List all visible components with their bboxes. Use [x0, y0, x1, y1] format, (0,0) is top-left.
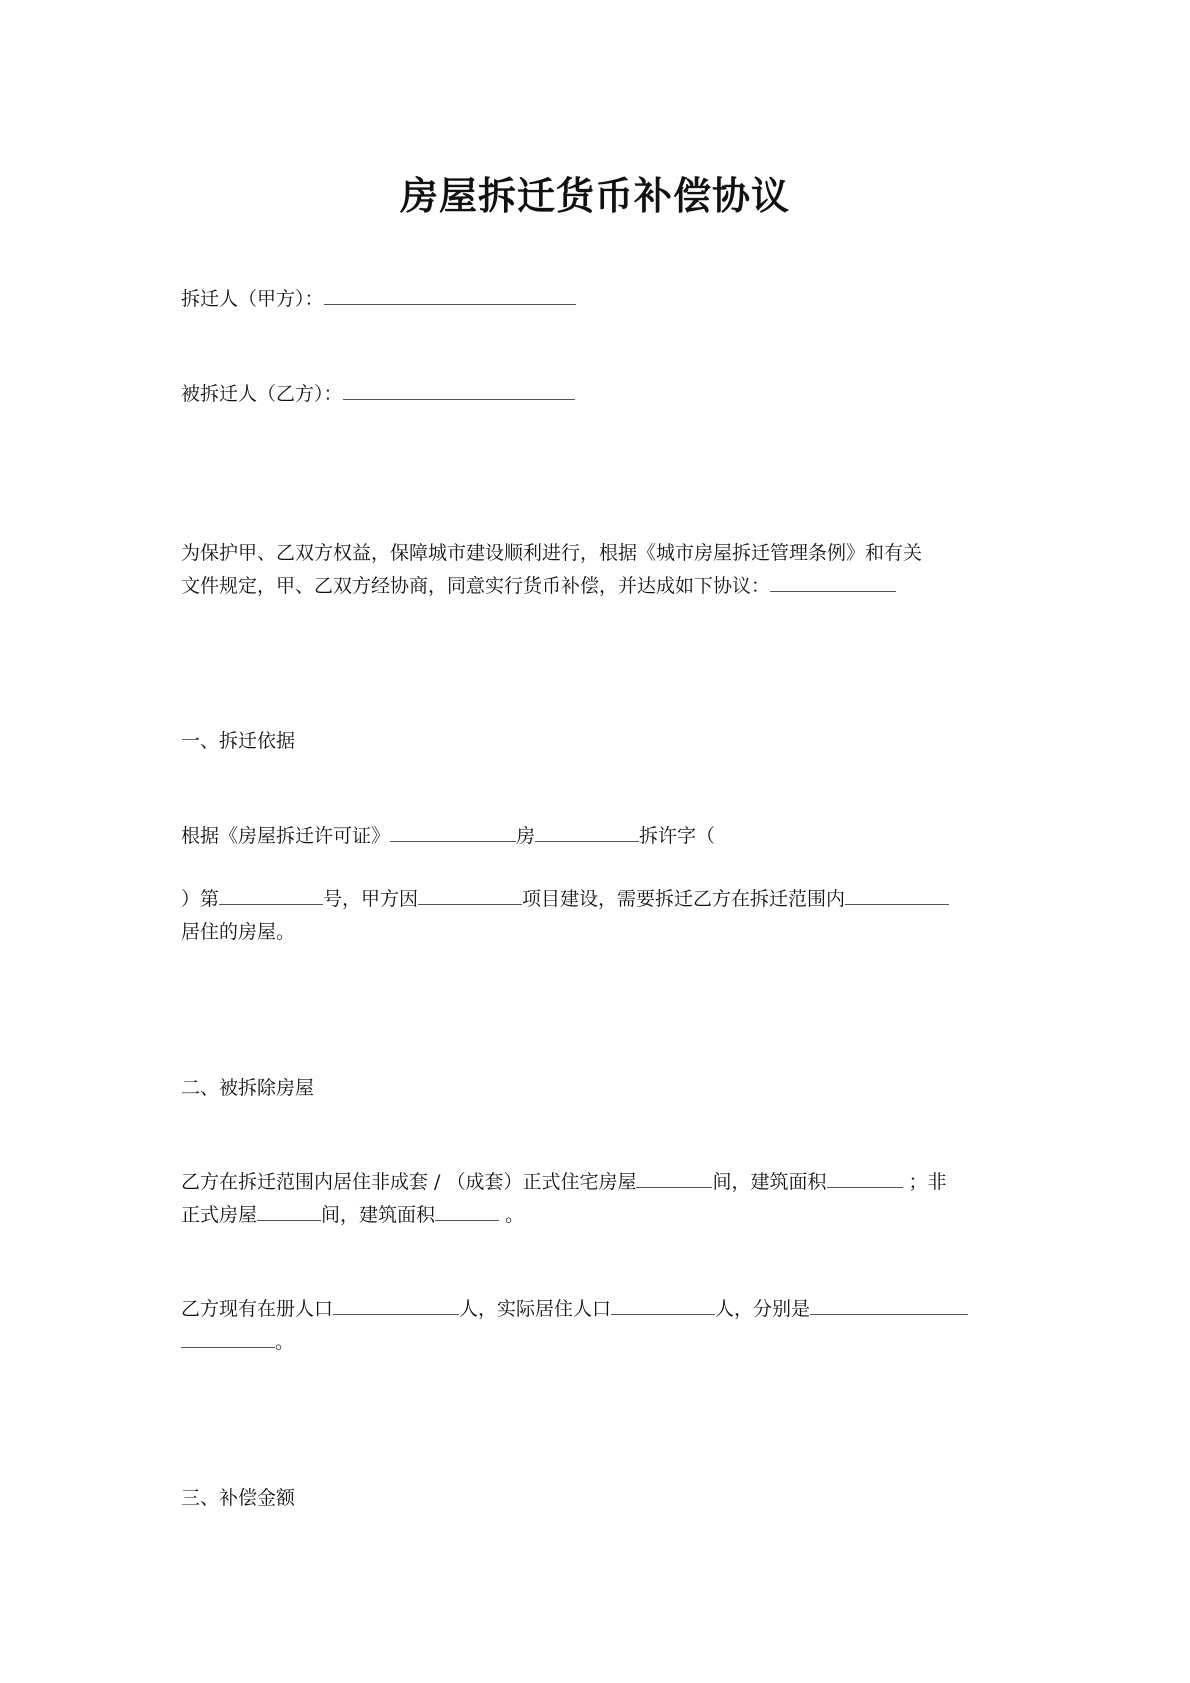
section2-para1-cont: 正式房屋 间，建筑面积 。 [181, 1204, 525, 1226]
project-blank[interactable] [418, 886, 522, 905]
section2-para1: 乙方在拆迁范围内居住非成套 / （成套）正式住宅房屋 间，建筑面积 ；非 [181, 1171, 947, 1193]
party-a-label: 拆迁人（甲方）： [181, 288, 324, 310]
resident-population-blank[interactable] [611, 1296, 715, 1315]
section1-para2-cont: 居住的房屋。 [181, 921, 296, 943]
permit-blank-2[interactable] [535, 823, 639, 842]
party-b-label: 被拆迁人（乙方）： [181, 383, 343, 405]
rooms-blank[interactable] [636, 1169, 712, 1188]
area-blank[interactable] [827, 1169, 903, 1188]
party-a-blank[interactable] [324, 286, 576, 305]
party-a-line [181, 283, 576, 315]
section2-para2-cont: 。 [181, 1326, 294, 1358]
party-b-line [181, 378, 575, 410]
preamble-line-1: 为保护甲、乙双方权益，保障城市建设顺利进行，根据《城市房屋拆迁管理条例》和有关 [181, 542, 923, 564]
section2-heading: 二、被拆除房屋 [181, 1077, 315, 1099]
party-b-blank[interactable] [343, 381, 575, 400]
informal-rooms-blank[interactable] [257, 1202, 321, 1221]
informal-area-blank[interactable] [435, 1202, 499, 1221]
residents-names-blank[interactable] [810, 1296, 968, 1315]
section1-para2: ）第 号，甲方因 项目建设，需要拆迁乙方在拆迁范围内 [181, 883, 949, 915]
preamble-line-2: 文件规定，甲、乙双方经协商，同意实行货币补偿，并达成如下协议： [181, 570, 896, 602]
section3-heading: 三、补偿金额 [181, 1487, 296, 1509]
residents-names-blank-cont[interactable] [181, 1329, 275, 1348]
section1-para1: 根据《房屋拆迁许可证》 房 拆许字（ [181, 825, 716, 847]
preamble-blank[interactable] [770, 573, 896, 592]
permit-number-blank[interactable] [219, 886, 323, 905]
section2-para2: 乙方现有在册人口 人，实际居住人口 人，分别是 [181, 1293, 968, 1325]
permit-blank-1[interactable] [390, 823, 516, 842]
section1-heading: 一、拆迁依据 [181, 730, 296, 752]
document-title: 房屋拆迁货币补偿协议 [399, 174, 790, 218]
registered-population-blank[interactable] [333, 1296, 459, 1315]
location-blank[interactable] [845, 886, 949, 905]
